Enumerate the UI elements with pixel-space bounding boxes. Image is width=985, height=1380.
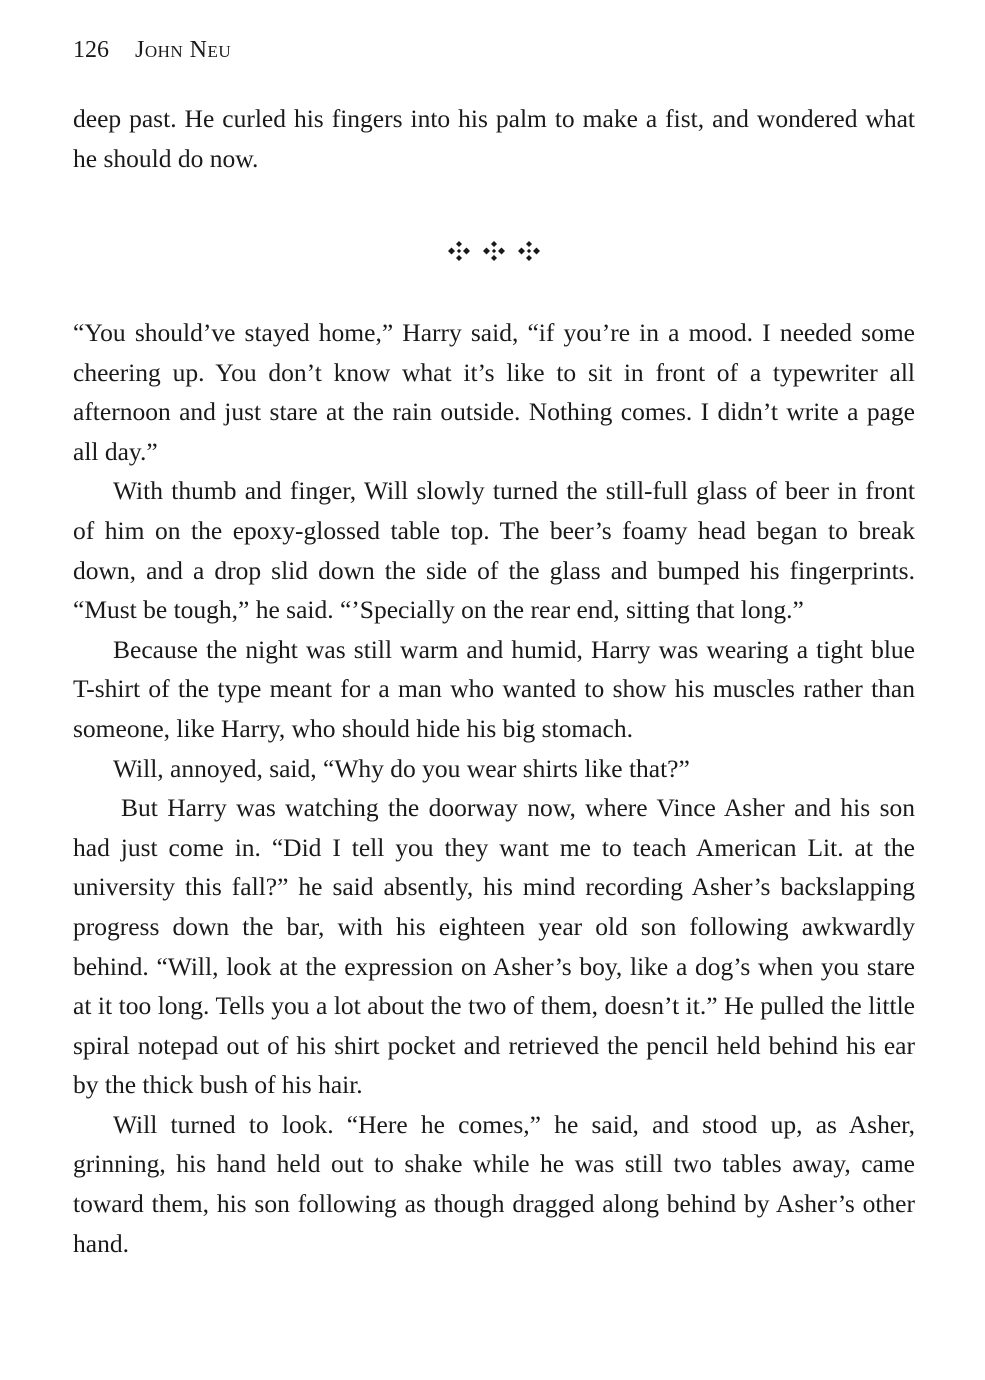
ornament-cluster-3	[518, 241, 540, 261]
diamond-cluster-ornament-icon	[448, 241, 540, 263]
paragraph-annoyed: Will, annoyed, said, “Why do you wear shirts like that?”	[113, 753, 690, 783]
paragraph-here-he-comes: Will turned to look. “Here he comes,” he said, and stood up, as Asher, grinning, his hand held out to shake while he was still two tables away, came toward them, his son following as though dragged along behind by Asher’s other hand.	[73, 1109, 915, 1258]
section-break-ornament-icon	[448, 241, 540, 263]
paragraph-continued: deep past. He curled his fingers into his palm to make a fist, and wondered what he should do now.	[73, 104, 915, 173]
running-head	[73, 34, 231, 66]
text-block-before-break	[73, 99, 915, 178]
paragraph-tshirt: Because the night was still warm and humid, Harry was wearing a tight blue T-shirt of the type meant for a man who wanted to show his muscles rather than someone, like Harry, who should hide his big stomach.	[73, 634, 915, 743]
paragraph-beer-glass: With thumb and finger, Will slowly turned the still-full glass of beer in front of him on the epoxy-glossed table top. The beer’s foamy head began to break down, and a drop slid down the side of the glass and bumped his fingerprints. “Must be tough,” he said. “’Specially on the rear end, sitting that long.”	[73, 476, 915, 625]
page-number: 126	[73, 37, 109, 63]
paragraph-harry-mood: “You should’ve stayed home,” Harry said, “if you’re in a mood. I needed some cheering up. You don’t know what it’s like to sit in front of a typewriter all afternoon and just stare at the rain outside. Nothing comes. I didn’t write a page all day.”	[73, 318, 915, 466]
author-name: John Neu	[135, 37, 232, 63]
ornament-cluster-2	[483, 241, 505, 261]
ornament-cluster-1	[448, 241, 470, 261]
paragraph-asher-arrives: But Harry was watching the doorway now, where Vince Asher and his son had just come in. “Did I tell you they want me to teach American Lit. at the university this fall?” he said absently, his mind recording Asher’s backslapping progress down the bar, with his eighteen year old son following awkwardly behind. “Will, look at the expression on Asher’s boy, like a dog’s when you stare at it too long. Tells you a lot about the two of them, doesn’t it.” He pulled the little spiral notepad out of his shirt pocket and retrieved the pencil held behind his ear by the thick bush of his hair.	[73, 793, 915, 1100]
text-block-after-break	[73, 313, 915, 1263]
